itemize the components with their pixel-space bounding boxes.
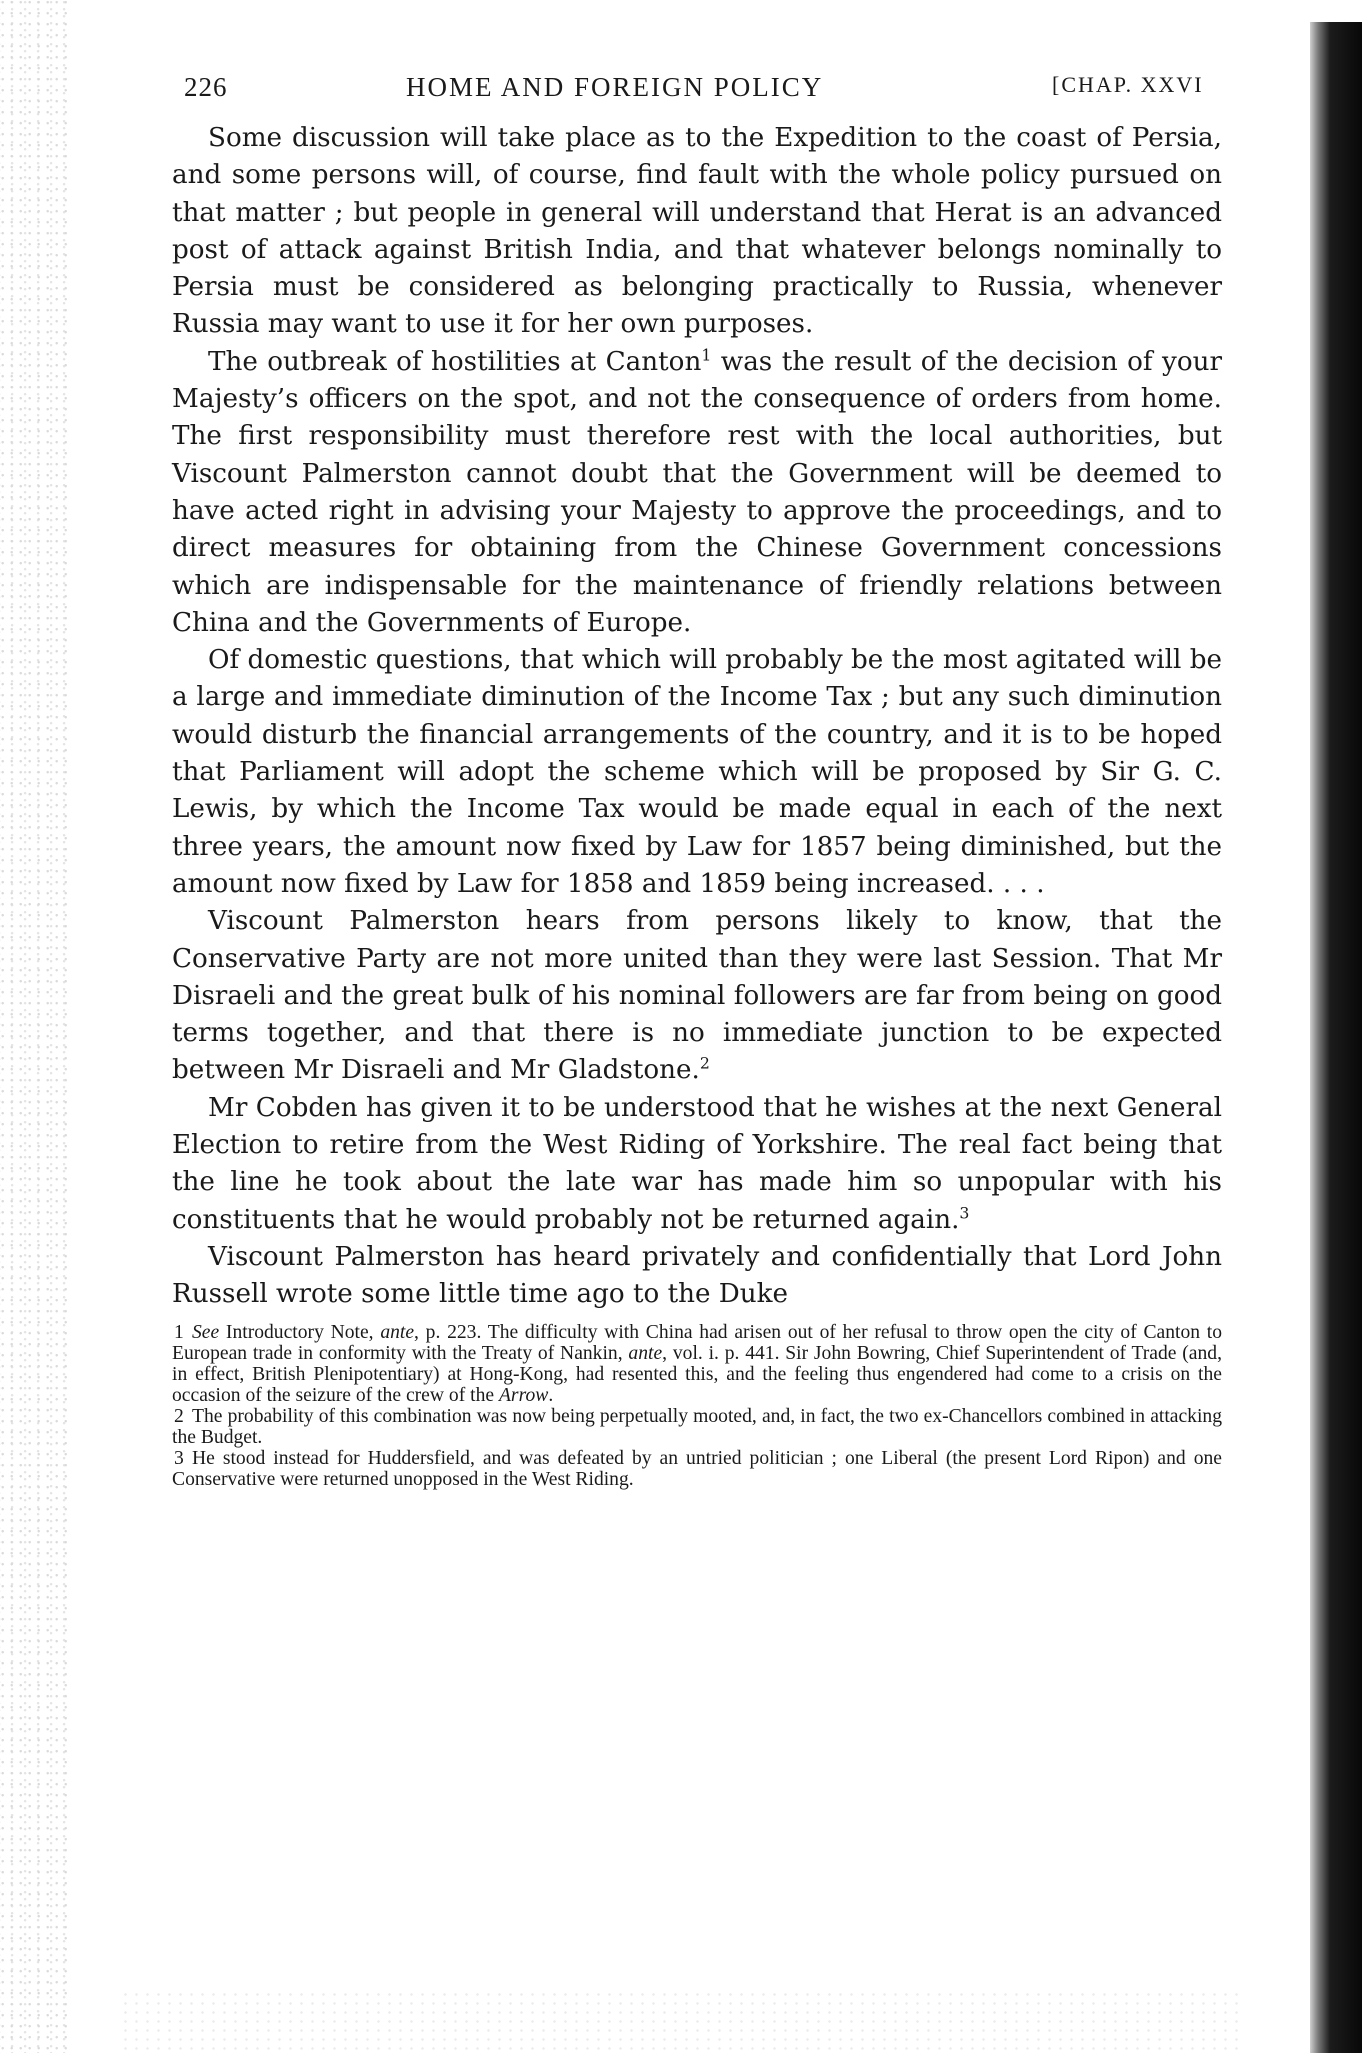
paragraph: Viscount Palmerston has heard privately and confidentially that Lord John Russell wrote some little time ago to the Duke	[172, 1241, 1222, 1310]
paragraph-text: The outbreak of hostilities at Canton	[208, 346, 702, 377]
footnote-text: ante	[628, 1342, 663, 1364]
footnote-text: Arrow	[498, 1384, 549, 1406]
page-bottom-speckle	[120, 1990, 1240, 2050]
footnote	[172, 1406, 1222, 1448]
footnote-text: .	[548, 1384, 554, 1406]
paragraph	[172, 903, 1222, 1089]
book-page	[172, 72, 1222, 1490]
footnote-number: 3	[174, 1447, 184, 1469]
footnote	[172, 1448, 1222, 1490]
paragraph: Some discussion will take place as to the Expedition to the coast of Persia, and some persons will, of course, find fault with the whole policy pursued on that matter ; but people in general will understand that Herat is an advanced post of attack against British India, and that whatever belongs nominally to Persia must be considered as belonging practically to Russia, whenever Russia may want to use it for her own purposes.	[172, 123, 1222, 340]
footnotes	[172, 1322, 1222, 1490]
body-text	[172, 120, 1222, 1314]
footnote-ref: 1	[701, 345, 712, 365]
paragraph	[172, 1090, 1222, 1239]
footnote-text: , vol. i. p. 441. Sir John Bowring, Chief Superintendent of Trade (and, in effect, British Plenipotentiary) at Hong-Kong, had resented this, and the feeling thus engendered had come to a crisis on the occasion of the seizure of the crew of the	[172, 1342, 1222, 1406]
footnote-ref: 2	[699, 1053, 710, 1073]
paragraph: Of domestic questions, that which will probably be the most agitated will be a large and immediate diminution of the Income Tax ; but any such diminution would disturb the financial arrangements of the country, and it is to be hoped that Parliament will adopt the scheme which will be proposed by Sir G. C. Lewis, by which the Income Tax would be made equal in each of the next three years, the amount now fixed by Law for 1857 being diminished, but the amount now fixed by Law for 1858 and 1859 being increased. . . .	[172, 645, 1222, 899]
footnote	[172, 1322, 1222, 1406]
paragraph	[172, 344, 1222, 642]
footnote-text: ante	[380, 1321, 415, 1343]
footnote-text: Introductory Note,	[219, 1321, 381, 1343]
footnote-number: 2	[174, 1405, 184, 1427]
paragraph-text: was the result of the decision of your Majesty’s officers on the spot, and not the consequence of orders from home. The first responsibility must therefore rest with the local authorities, but Viscount Palmerston cannot doubt that the Government will be deemed to have acted right in advising your Majesty to approve the proceedings, and to direct measures for obtaining from the Chinese Government concessions which are indispensable for the maintenance of friendly relations between China and the Governments of Europe.	[172, 346, 1222, 638]
paragraph-text: Mr Cobden has given it to be understood that he wishes at the next General Election to retire from the West Riding of Yorkshire. The real fact being that the line he took about the late war has made him so unpopular with his constituents that he would probably not be returned again.	[172, 1092, 1222, 1235]
footnote-number: 1	[174, 1321, 184, 1343]
footnote-text: He stood instead for Huddersfield, and was defeated by an untried politician ; one Liberal (the present Lord Ripon) and one Conservative were returned unopposed in the West Riding.	[172, 1447, 1222, 1490]
page-edge-left-speckle	[0, 0, 70, 2053]
chapter-label: [CHAP. XXVI	[1052, 72, 1204, 97]
page-number: 226	[184, 72, 228, 102]
footnote-ref: 3	[959, 1202, 970, 1222]
book-binding-shadow	[1310, 22, 1362, 2053]
footnote-text: See	[192, 1321, 220, 1343]
running-title: HOME AND FOREIGN POLICY	[406, 72, 824, 102]
paragraph-text: Viscount Palmerston hears from persons likely to know, that the Conservative Party are not more united than they were last Session. That Mr Disraeli and the great bulk of his nominal followers are far from being on good terms together, and that there is no immediate junction to be expected between Mr Disraeli and Mr Gladstone.	[172, 906, 1222, 1086]
running-header	[172, 72, 1222, 114]
footnote-text: The probability of this combination was now being perpetually mooted, and, in fact, the two ex-Chancellors combined in attacking the Budget.	[172, 1405, 1222, 1448]
footnote-text: , p. 223. The difficulty with China had arisen out of her refusal to throw open the city of Canton to European trade in conformity with the Treaty of Nankin,	[172, 1321, 1223, 1364]
